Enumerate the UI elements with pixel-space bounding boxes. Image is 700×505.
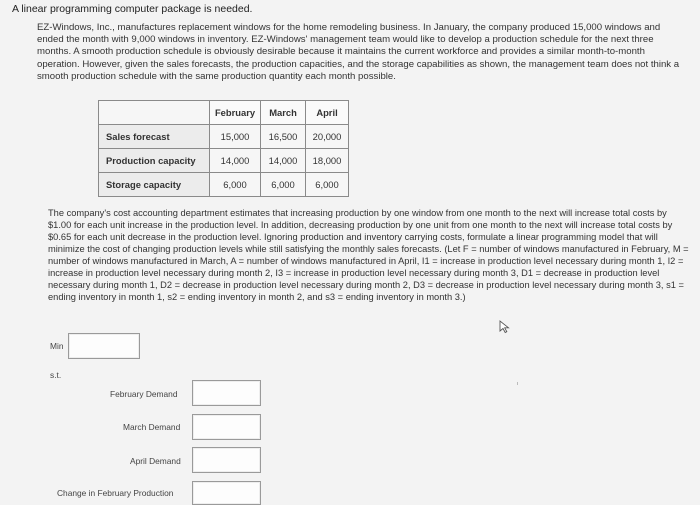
- table-header-row: [99, 101, 349, 125]
- table-cell: 18,000: [306, 149, 349, 173]
- table-row: [99, 149, 349, 173]
- mouse-pointer-icon: [498, 320, 512, 334]
- table-cell: 16,500: [261, 125, 306, 149]
- constraint-label: February Demand: [110, 389, 178, 399]
- table-row: [99, 125, 349, 149]
- constraint-label: Change in February Production: [57, 488, 174, 498]
- table-cell: 6,000: [210, 173, 261, 197]
- table-row: [99, 173, 349, 197]
- column-header: March: [261, 101, 306, 125]
- april-demand-input[interactable]: [192, 447, 261, 473]
- problem-intro: EZ-Windows, Inc., manufactures replacement windows for the home remodeling business. In January, the company produced 15,000 windows and ended the month with 9,000 windows in inventory. EZ-Windows' management team would like to develop a production schedule for the next three months. A smooth production schedule is obviously desirable because it maintains the current workforce and provides a similar month-to-month operation. However, given the sales forecasts, the production capacities, and the storage capabilities as shown, the management team does not think a smooth production schedule with the same production quantity each month possible.: [37, 22, 680, 82]
- change-february-production-input[interactable]: [192, 481, 261, 505]
- constraint-label: March Demand: [123, 422, 181, 432]
- st-label: s.t.: [50, 370, 62, 380]
- objective-input[interactable]: [68, 333, 140, 359]
- table-cell: 6,000: [261, 173, 306, 197]
- table-cell: 14,000: [210, 149, 261, 173]
- problem-title: A linear programming computer package is needed.: [12, 3, 253, 15]
- table-cell: 15,000: [210, 125, 261, 149]
- february-demand-input[interactable]: [192, 380, 261, 406]
- table-cell: 14,000: [261, 149, 306, 173]
- row-label: Storage capacity: [99, 173, 210, 197]
- min-label: Min: [50, 341, 64, 351]
- table-cell: 20,000: [306, 125, 349, 149]
- stray-mark: [517, 382, 518, 385]
- capacity-table: [98, 100, 349, 197]
- cost-paragraph: The company's cost accounting department estimates that increasing production by one window from one month to the next will increase total costs by $1.00 for each unit increase in the production level. In addition, decreasing production by one unit from one month to the next will increase total costs by $0.65 for each unit decrease in the production level. Ignoring production and inventory carrying costs, formulate a linear programming model that will minimize the cost of changing production levels while still satisfying the monthly sales forecasts. (Let F = number of windows manufactured in February, M = number of windows manufactured in March, A = number of windows manufactured in April, I1 = increase in production level necessary during month 1, I2 = increase in production level necessary during month 2, I3 = increase in production level necessary during month 3, D1 = decrease in production level necessary during month 1, D2 = decrease in production level necessary during month 2, D3 = decrease in production level necessary during month 3, s1 = ending inventory in month 1, s2 = ending inventory in month 2, and s3 = ending inventory in month 3.): [48, 208, 689, 302]
- column-header: April: [306, 101, 349, 125]
- row-label: Production capacity: [99, 149, 210, 173]
- march-demand-input[interactable]: [192, 414, 261, 440]
- column-header: February: [210, 101, 261, 125]
- constraint-label: April Demand: [130, 456, 181, 466]
- row-label: Sales forecast: [99, 125, 210, 149]
- table-cell: 6,000: [306, 173, 349, 197]
- table-corner: [99, 101, 210, 125]
